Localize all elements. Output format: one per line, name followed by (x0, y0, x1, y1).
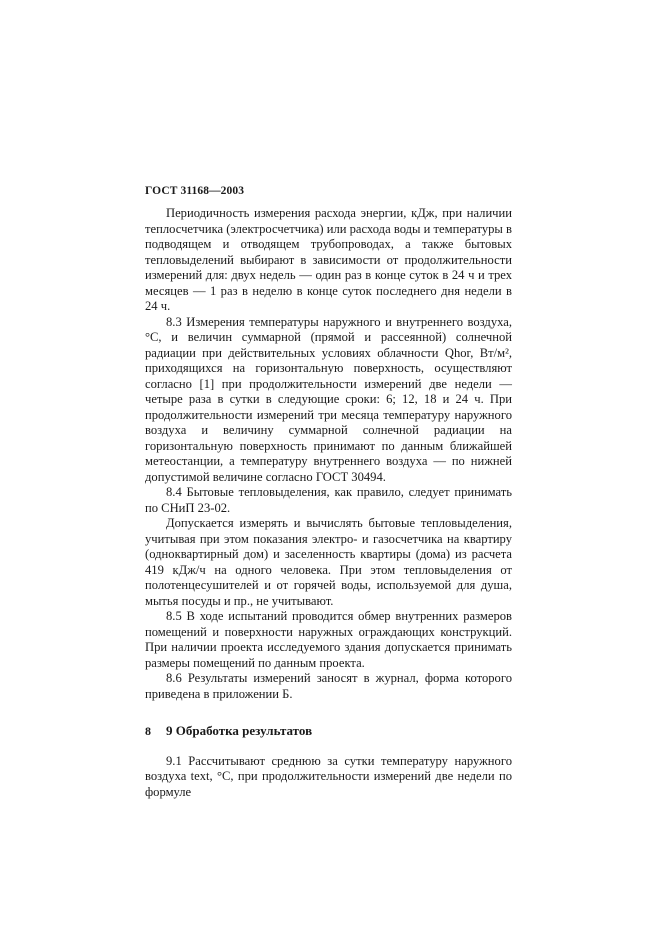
page-number: 8 (145, 724, 151, 738)
paragraph-periodicity: Периодичность измерения расхода энергии, кДж, при наличии теплосчетчика (электросчетчика) или расхода воды и температуры в подводящем и отводящем трубопроводах, а также бытовых тепловыделений выбирают в зависимости от продолжительности измерений для: двух недель — один раз в конце суток в 24 ч и трех месяцев — 1 раз в неделю в конце суток последнего дня недели в 24 ч. (145, 206, 512, 313)
paragraph-allowed: Допускается измерять и вычислять бытовые тепловыделения, учитывая при этом показания электро- и газосчетчика на квартиру (одноквартирный дом) и заселенность квартиры (дома) из расчета 419 кДж/ч на одного человека. При этом тепловыделения от полотенцесушителей и от горячей воды, используемой для душа, мытья посуды и пр., не учитывают. (145, 516, 512, 608)
paragraph-8-3: 8.3 Измерения температуры наружного и внутреннего воздуха, °С, и величин суммарной (прямой и рассеянной) солнечной радиации при действительных условиях облачности Qhor, Вт/м², приходящихся на горизонтальную поверхность, осуществляют согласно [1] при продолжительности измерений две недели — четыре раза в сутки в следующие сроки: 6; 12, 18 и 24 ч. При продолжительности измерений три месяца температуру наружного воздуха и величину суммарной солнечной радиации на горизонтальную поверхность принимают по данным ближайшей метеостанции, а температуру внутреннего воздуха — по нижней допустимой величине согласно ГОСТ 30494. (145, 314, 512, 484)
document-header: ГОСТ 31168—2003 (145, 185, 245, 197)
body-text (145, 206, 512, 800)
paragraph-8-5: 8.5 В ходе испытаний проводится обмер внутренних размеров помещений и поверхности наружных ограждающих конструкций. При наличии проекта исследуемого здания допускается принимать размеры помещений по данным проекта. (145, 609, 512, 670)
section-heading: 9 Обработка результатов (166, 723, 313, 738)
paragraph-8-4: 8.4 Бытовые тепловыделения, как правило, следует принимать по СНиП 23-02. (145, 485, 512, 515)
paragraph-8-6: 8.6 Результаты измерений заносят в журнал, форма которого приведена в приложении Б. (145, 671, 512, 701)
paragraph-9-1: 9.1 Рассчитывают среднюю за сутки температуру наружного воздуха text, °С, при продолжительности измерений две недели по формуле (145, 753, 512, 799)
